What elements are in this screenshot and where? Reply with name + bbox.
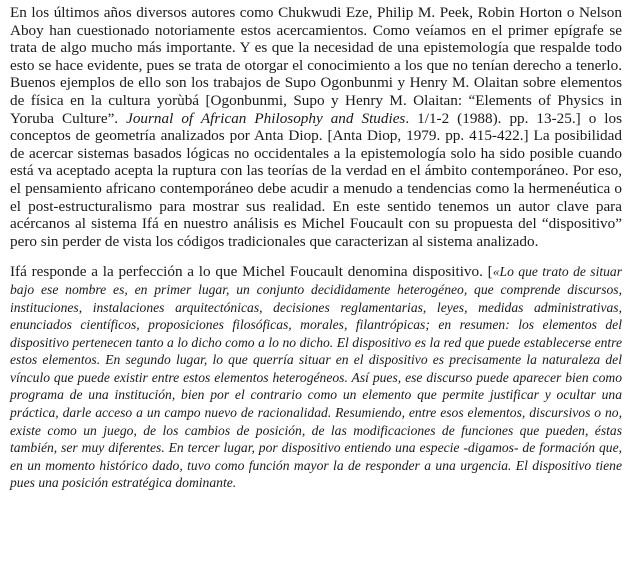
foucault-quote: «Lo que trato de situar bajo ese nombre es, en primer lugar, un conjunto decididamente heterogéneo, que comprende discursos, instituciones, instalaciones arquitectónicas, decisiones reglamentarias, leyes, medidas administrativas, enunciados científicos, proposiciones filosóficas, morales, filantrópicas; en resumen: los elementos del dispositivo pertenecen tanto a lo dicho como a lo no dicho. El dispositivo es la red que puede establecerse entre estos elementos. En segundo lugar, lo que querría situar en el dispositivo es precisamente la naturaleza del vínculo que puede existir entre estos elementos heterogéneos. Así pues, ese discurso puede aparecer bien como programa de una institución, bien por el contrario como un elemento que permite justificar y ocultar una práctica, darle acceso a un campo nuevo de racionalidad. Resumiendo, entre esos elementos, discursivos o no, existe como un juego, de los cambios de posición, de las modificaciones de funciones que pueden, éstas también, ser muy diferentes. En tercer lugar, por dispositivo entiendo una especie -digamos- de formación que, en un momento histórico dado, tuvo como función mayor la de responder a una urgencia. El dispositivo tiene pues una posición estratégica dominante.	[10, 264, 623, 491]
paragraph-dispositivo-intro: Ifá responde a la perfección a lo que Michel Foucault denomina dispositivo. [	[10, 263, 493, 281]
paragraph-intro	[10, 4, 622, 250]
paragraph-intro-text-a: En los últimos años diversos autores como Chukwudi Eze, Philip M. Peek, Robin Horton o Nelson Aboy han cuestionado notoriamente estos acercamientos. Como veíamos en el primer epígrafe se trata de algo mucho más importante. Y es que la necesidad de una epistemología que respalde todo esto se hace evidente, pues se trata de otorgar el conocimiento a los que no tenían derecho a tenerlo. Buenos ejemplos de ello son los trabajos de Supo Ogonbunmi y Henry M. Olaitan sobre elementos de física en la cultura yorùbá [Ogonbunmi, Supo y Henry M. Olaitan: “Elements of Physics in Yoruba Culture”.	[10, 4, 622, 127]
journal-title: Journal of African Philosophy and Studies	[126, 109, 406, 127]
paragraph-intro-text-b: . 1/1-2 (1988). pp. 13-25.] o los conceptos de geometría analizados por Anta Diop. [Anta Diop, 1979. pp. 415-422.] La posibilidad de acercar sistemas basados lógicas no occidentales a la epistemología solo ha sido posible cuando está va aceptado acepta la ruptura con las teorías de la verdad en el ámbito contemporáneo. Por eso, el pensamiento africano contemporáneo debe acudir a menudo a tendencias como la hermenéutica o el post-estructuralismo para mostrar sus realidad. En este sentido tenemos un autor clave para acércanos al sistema Ifá en nuestro análisis es Michel Foucault con su propuesta del “dispositivo” pero sin perder de vista los códigos tradicionales que caracterizan al sistema analizado.	[10, 109, 622, 250]
paragraph-dispositivo	[10, 263, 622, 492]
